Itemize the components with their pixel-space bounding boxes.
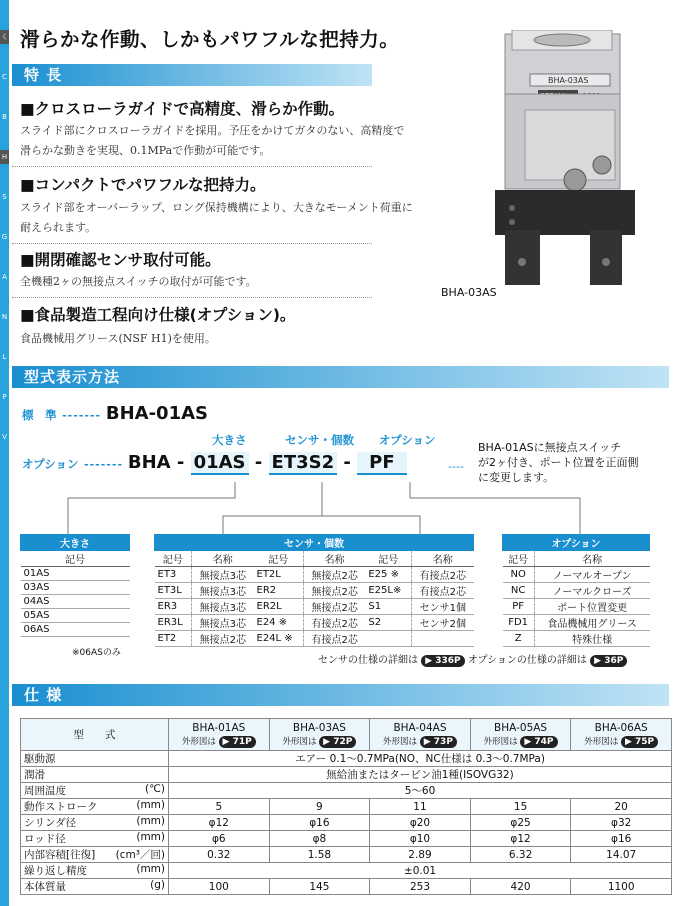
table-row: 周囲温度 (℃) 5〜60	[21, 783, 672, 799]
table-row: NO ノーマルオープン	[503, 567, 650, 583]
sidebar-tab[interactable]: A	[2, 273, 7, 281]
feature-text-2a: スライド部をオーバーラップ、ロング保持機構により、大きなモーメント荷重に	[20, 201, 413, 214]
spec-model-col: BHA-03AS 外形図は ▶ 72P	[269, 719, 370, 751]
size-code: 01AS	[191, 452, 249, 475]
sidebar-tab[interactable]: C	[2, 73, 7, 81]
size-footnote: ※06ASのみ	[72, 648, 121, 658]
spec-model-col: BHA-01AS 外形図は ▶ 71P	[169, 719, 270, 751]
table-row: 動作ストローク (mm) 5 9 11 15 20	[21, 799, 672, 815]
table-row: 内部容積[往復] (cm³／回) 0.32 1.58 2.89 6.32 14.07	[21, 847, 672, 863]
sidebar-tab[interactable]: く	[0, 30, 9, 44]
table-row: 01AS	[21, 567, 130, 581]
sensor-label: センサ・個数	[285, 433, 354, 447]
table-row: ET2 無接点2芯 E24L ※ 有接点2芯	[155, 631, 474, 647]
feature-text-4a: 食品機械用グリース(NSF H1)を使用。	[20, 332, 216, 345]
svg-text:BHA-03AS: BHA-03AS	[548, 76, 589, 85]
detail-note: センサの仕様の詳細は ▶ 336P オプションの仕様の詳細は ▶ 36P	[318, 651, 627, 667]
option-label: オプション	[22, 457, 79, 471]
size-label: 大きさ	[212, 433, 247, 447]
table-row: 05AS	[21, 609, 130, 623]
table-row: ER3L 無接点3芯 E24 ※ 有接点2芯 S2 センサ2個	[155, 615, 474, 631]
page-title: 滑らかな作動、しかもパワフルな把持力。	[20, 28, 400, 51]
sensor-page-badge[interactable]: ▶ 336P	[421, 655, 464, 667]
table-row: NC ノーマルクローズ	[503, 583, 650, 599]
sidebar-tab[interactable]: H	[0, 150, 9, 164]
table-row: 駆動源 エアー 0.1〜0.7MPa(NO、NC仕様は 0.3〜0.7MPa)	[21, 751, 672, 767]
table-row: ロッド径 (mm) φ6 φ8 φ10 φ12 φ16	[21, 831, 672, 847]
sidebar-tab[interactable]: N	[1, 313, 8, 321]
product-photo	[490, 30, 640, 290]
model-note-3: に変更します。	[478, 471, 555, 484]
table-row: 繰り返し精度 (mm) ±0.01	[21, 863, 672, 879]
feature-heading-1: ■クロスローラガイドで高精度、滑らか作動。	[20, 100, 345, 118]
model-note-1: BHA-01ASに無接点スイッチ	[478, 441, 622, 454]
table-row: 潤滑 無給油またはタービン油1種(ISOVG32)	[21, 767, 672, 783]
feature-text-3a: 全機種2ヶの無接点スイッチの取付が可能です。	[20, 275, 257, 288]
page-badge[interactable]: ▶ 71P	[219, 736, 256, 748]
table-row: ET3L 無接点3芯 ER2 無接点2芯 E25L※ 有接点2芯	[155, 583, 474, 599]
sidebar-tab[interactable]: B	[2, 113, 7, 121]
sidebar-tab[interactable]: V	[2, 433, 7, 441]
table-row: 06AS	[21, 623, 130, 637]
option-col-label: オプション	[379, 433, 436, 447]
feature-heading-2: ■コンパクトでパワフルな把持力。	[20, 176, 266, 194]
feature-text-1a: スライド部にクロスローラガイドを採用。予圧をかけてガタのない、高精度で	[20, 124, 405, 137]
option-code: PF	[357, 452, 407, 475]
photo-caption: BHA-03AS	[441, 286, 497, 299]
standard-label: 標 準	[22, 408, 57, 422]
feature-text-1b: 滑らかな動きを実現、0.1MPaで作動が可能です。	[20, 144, 271, 157]
sensor-table: センサ・個数 記号 名称 記号 名称 記号 名称 ET3 無接点3芯 ET2L 無接点2芯 E25 ※ 有接点2芯 ET3L 無接点3芯 ER2 無接点2芯 E25L※ 有接点2芯 ER3 無接点3芯 ER2L 無接点2芯 S1 センサ1個 ER3L 無接点3芯 E24 ※ 有接点2芯 S2 センサ2個 ET2 無接点2芯 E24L ※ 有接点2芯	[154, 534, 474, 647]
size-table: 大きさ 記号 01AS 03AS 04AS 05AS 06AS	[20, 534, 130, 637]
page-badge[interactable]: ▶ 74P	[520, 736, 557, 748]
table-row: 本体質量 (g) 100 145 253 420 1100	[21, 879, 672, 895]
spec-table	[20, 718, 672, 895]
page-badge[interactable]: ▶ 75P	[621, 736, 658, 748]
page-badge[interactable]: ▶ 73P	[420, 736, 457, 748]
spec-model-col: BHA-06AS 外形図は ▶ 75P	[571, 719, 672, 751]
sidebar-tab[interactable]: S	[2, 193, 7, 201]
model-note-2: が2ヶ付き、ポート位置を正面側	[478, 456, 639, 469]
model-header: 型式表示方法	[12, 366, 669, 388]
table-row: ER3 無接点3芯 ER2L 無接点2芯 S1 センサ1個	[155, 599, 474, 615]
spec-model-label: 型 式	[21, 719, 169, 751]
spec-model-col: BHA-05AS 外形図は ▶ 74P	[470, 719, 571, 751]
option-table: オプション 記号 名称 NO ノーマルオープン NC ノーマルクローズ PF ポート位置変更 FD1 食品機械用グリース Z 特殊仕様	[502, 534, 650, 647]
standard-code: BHA-01AS	[105, 403, 209, 424]
sensor-code: ET3S2	[269, 452, 338, 475]
table-row: PF ポート位置変更	[503, 599, 650, 615]
prefix-code: BHA	[127, 452, 171, 473]
feature-text-2b: 耐えられます。	[20, 221, 97, 234]
connector-lines	[0, 478, 679, 540]
page-badge[interactable]: ▶ 72P	[319, 736, 356, 748]
table-row: シリンダ径 (mm) φ12 φ16 φ20 φ25 φ32	[21, 815, 672, 831]
feature-heading-3: ■開閉確認センサ取付可能。	[20, 251, 221, 269]
sidebar-strip	[0, 0, 9, 906]
table-row: Z 特殊仕様	[503, 631, 650, 647]
option-page-badge[interactable]: ▶ 36P	[590, 655, 627, 667]
table-row: ET3 無接点3芯 ET2L 無接点2芯 E25 ※ 有接点2芯	[155, 567, 474, 583]
feature-heading-4: ■食品製造工程向け仕様(オプション)。	[20, 306, 296, 324]
table-row: 04AS	[21, 595, 130, 609]
spec-model-col: BHA-04AS 外形図は ▶ 73P	[370, 719, 471, 751]
table-row: FD1 食品機械用グリース	[503, 615, 650, 631]
table-row: 03AS	[21, 581, 130, 595]
specs-header: 仕 様	[12, 684, 669, 706]
sidebar-tab[interactable]: P	[2, 393, 7, 401]
features-header: 特 長	[12, 64, 372, 86]
sidebar-tab[interactable]: L	[2, 353, 7, 361]
sidebar-tab[interactable]: G	[1, 233, 8, 241]
